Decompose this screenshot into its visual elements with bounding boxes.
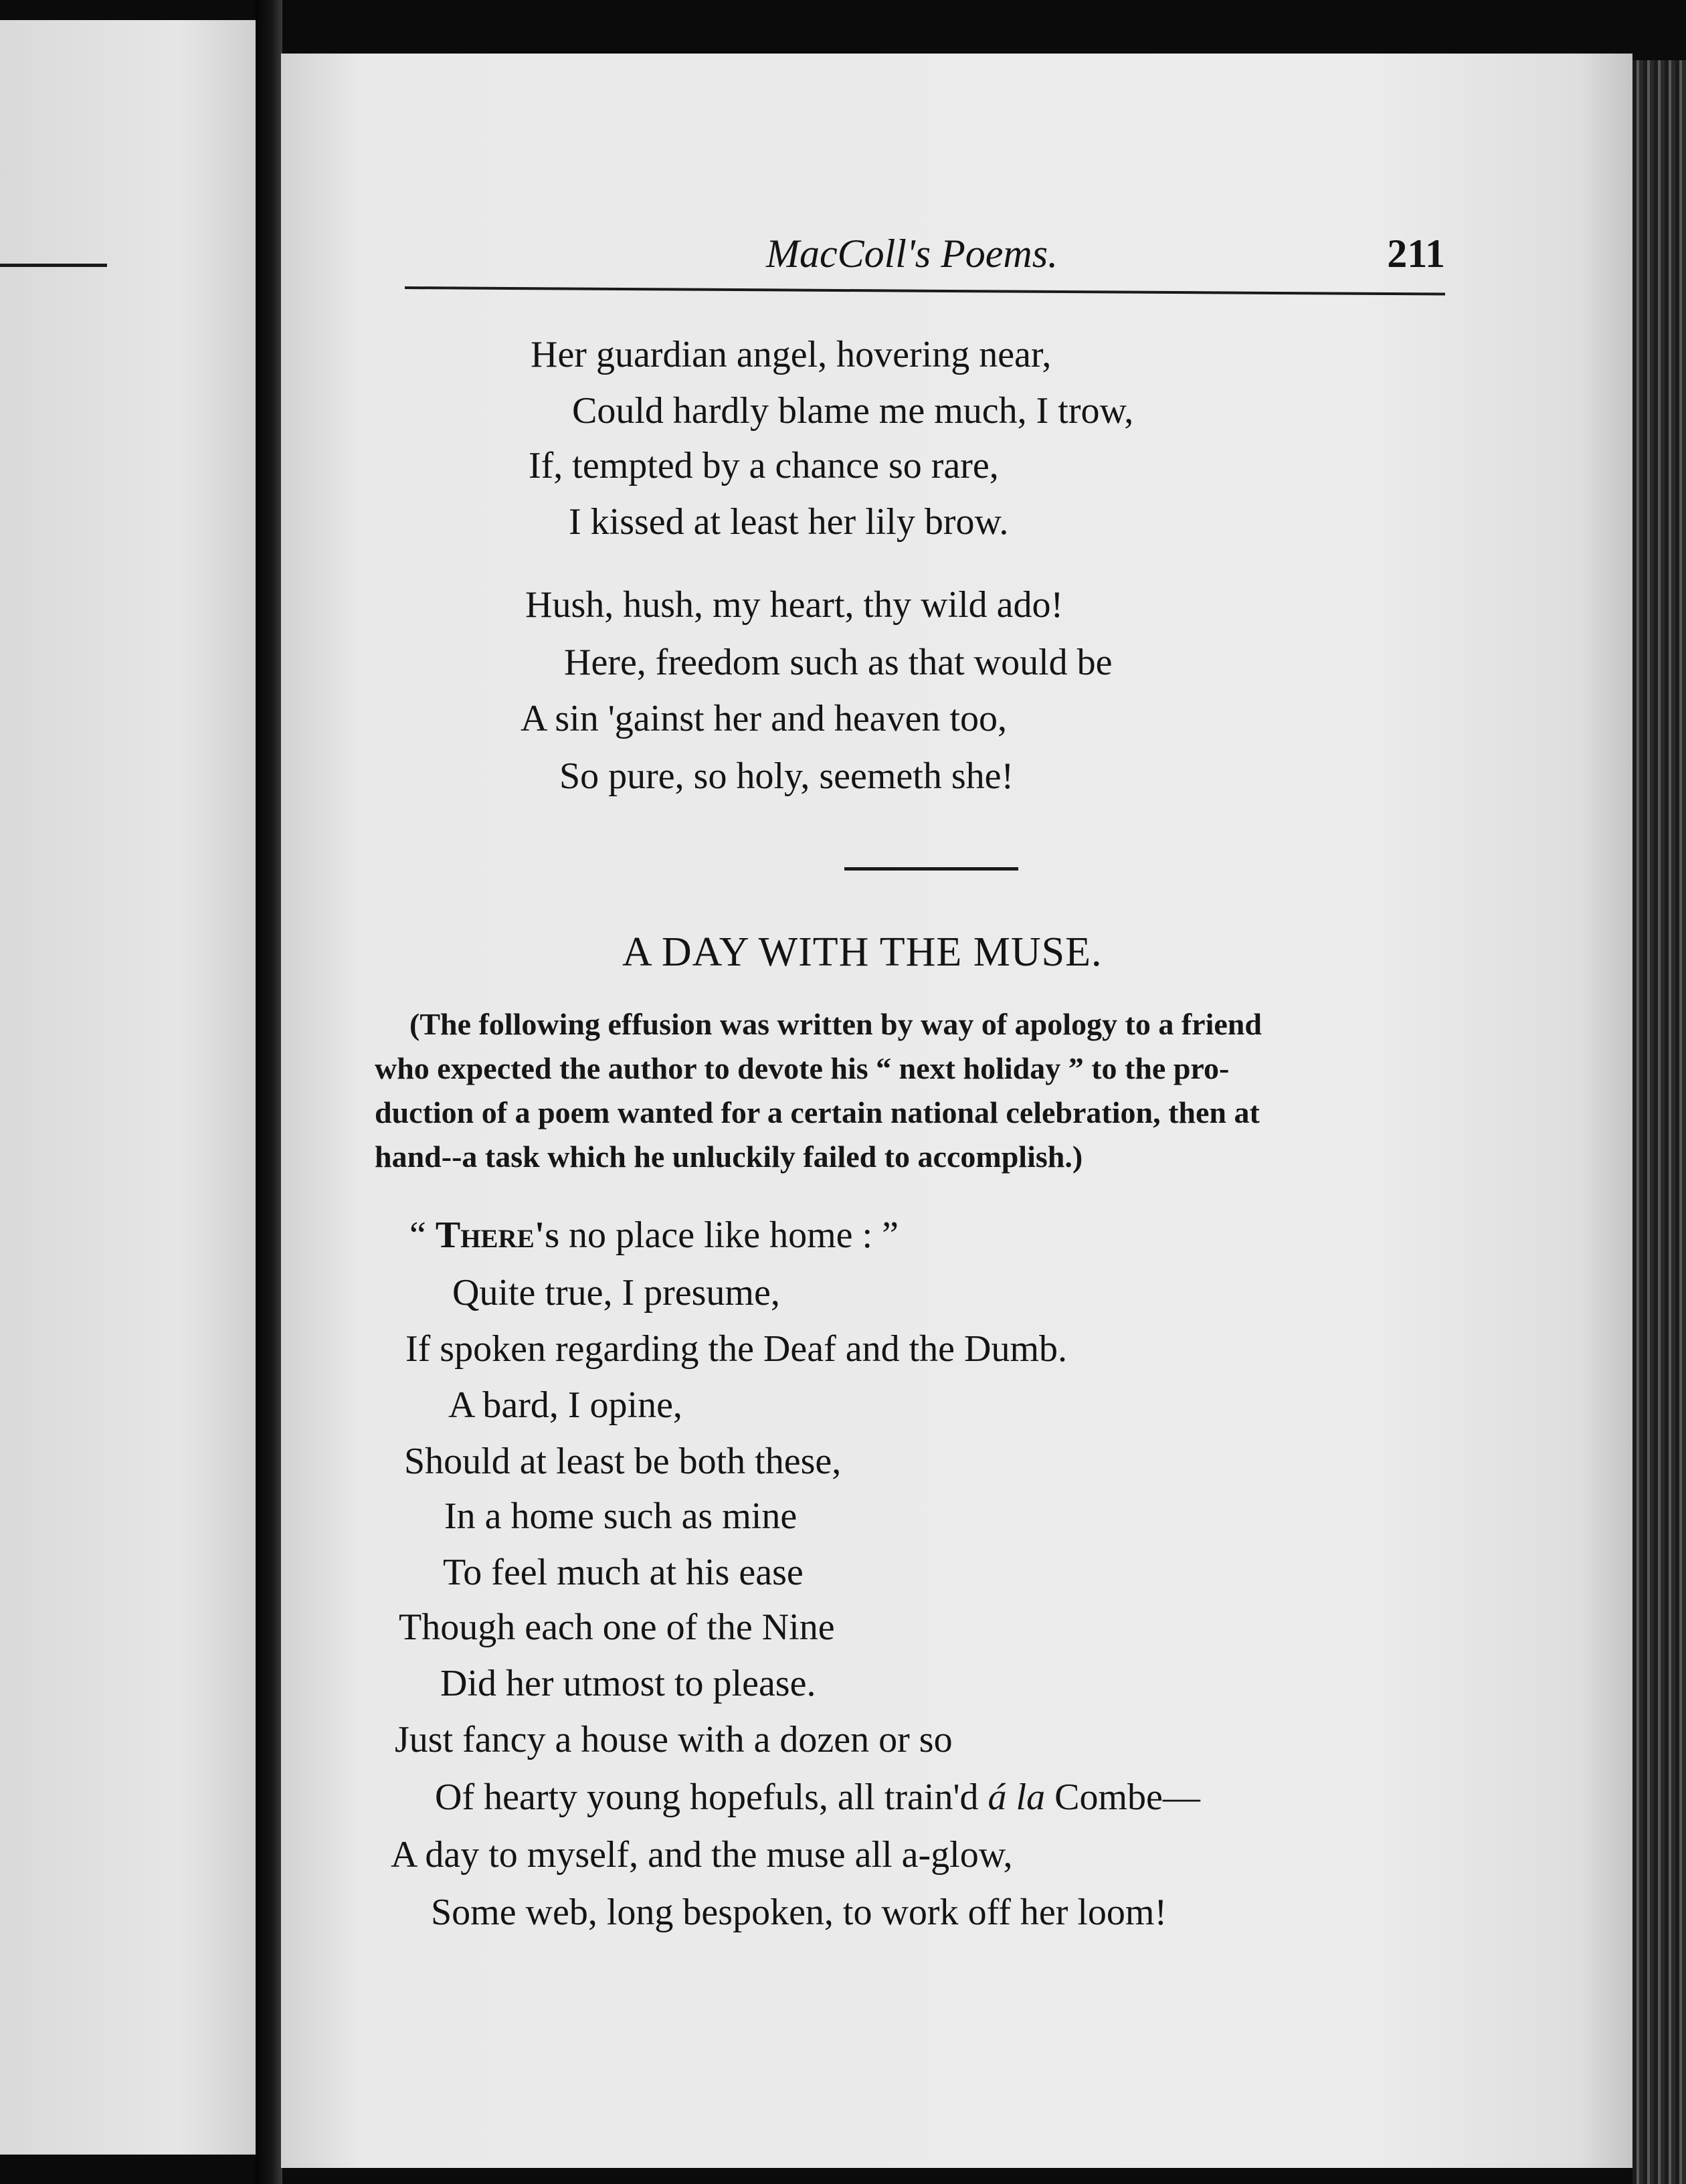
combe-line-part: Of hearty young hopefuls, all train'd xyxy=(435,1777,988,1818)
note-line: hand--a task which he unluckily failed to accomplish.) xyxy=(375,1140,1083,1174)
open-quote: “ xyxy=(409,1214,436,1256)
page-stack-edge xyxy=(1632,60,1686,2184)
verse-line: I kissed at least her lily brow. xyxy=(569,501,1009,543)
verse-line: A sin 'gainst her and heaven too, xyxy=(521,698,1008,739)
verse-line: Hush, hush, my heart, thy wild ado! xyxy=(525,584,1064,626)
book-gutter xyxy=(256,0,282,2184)
verse-line: If, tempted by a chance so rare, xyxy=(529,445,999,486)
combe-line-italic: á la xyxy=(988,1777,1046,1818)
note-line: duction of a poem wanted for a certain national celebration, then at xyxy=(375,1095,1260,1129)
verse-line: A bard, I opine, xyxy=(448,1384,682,1426)
verse-line: Some web, long bespoken, to work off her loom! xyxy=(431,1892,1167,1933)
verse-line-first xyxy=(409,1216,899,1254)
running-title: MacColl's Poems. xyxy=(766,232,1058,276)
verse-line: Could hardly blame me much, I trow, xyxy=(572,390,1134,432)
verse-line: Did her utmost to please. xyxy=(440,1663,816,1704)
note-line: who expected the author to devote his “ next holiday ” to the pro- xyxy=(375,1051,1230,1085)
verse-line: A day to myself, and the muse all a-glow, xyxy=(391,1834,1013,1876)
previous-page-rule xyxy=(0,264,107,267)
verse-line: So pure, so holy, seemeth she! xyxy=(559,755,1014,797)
verse-line: Though each one of the Nine xyxy=(399,1607,835,1648)
verse-line: Should at least be both these, xyxy=(404,1441,842,1482)
verse-line: Here, freedom such as that would be xyxy=(564,642,1113,683)
verse-line: To feel much at his ease xyxy=(443,1552,804,1593)
previous-page-edge xyxy=(0,20,256,2155)
verse-line: Quite true, I presume, xyxy=(452,1272,780,1313)
poem-title: A DAY WITH THE MUSE. xyxy=(622,929,1103,975)
verse-line: Her guardian angel, hovering near, xyxy=(531,334,1052,375)
drop-word: There's xyxy=(435,1214,559,1256)
first-line-rest: no place like home : ” xyxy=(559,1214,899,1256)
verse-line: In a home such as mine xyxy=(444,1495,798,1537)
page-number: 211 xyxy=(1387,232,1445,276)
section-divider xyxy=(844,867,1018,871)
note-line: (The following effusion was written by way of apology to a friend xyxy=(409,1007,1262,1041)
verse-line: Just fancy a house with a dozen or so xyxy=(395,1719,953,1760)
combe-line-part: Combe— xyxy=(1045,1777,1200,1818)
verse-line-combe xyxy=(435,1779,1200,1816)
verse-line: If spoken regarding the Deaf and the Dumb. xyxy=(405,1328,1067,1370)
